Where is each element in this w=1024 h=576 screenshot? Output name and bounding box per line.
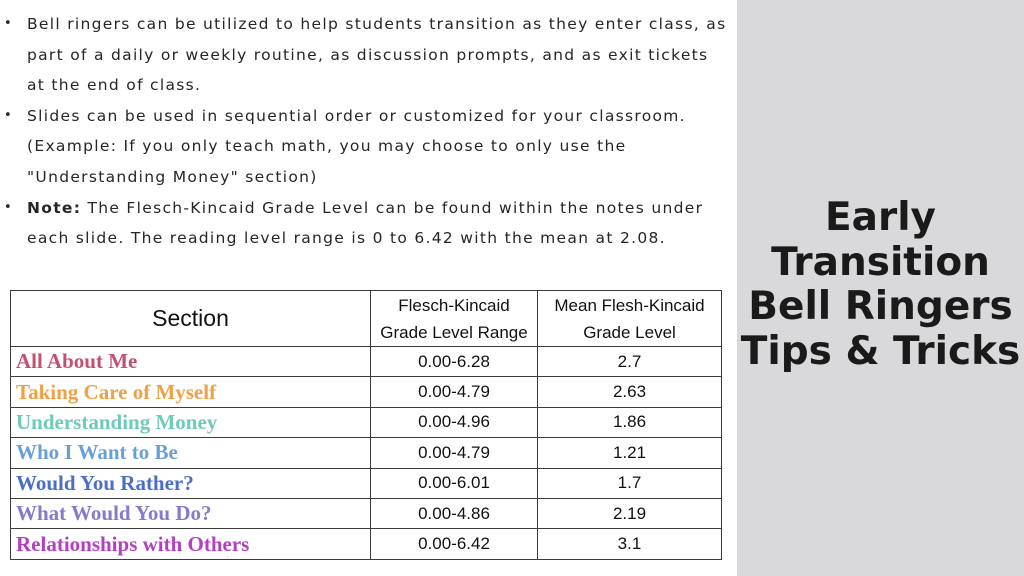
title-line: Bell Ringers [748, 284, 1013, 329]
bullet-item [0, 193, 730, 254]
section-cell: What Would You Do? [11, 498, 371, 528]
title-line: Tips & Tricks [740, 328, 1021, 374]
grade-level-table-container [10, 290, 721, 560]
table-header-row [11, 291, 722, 347]
grade-level-table [10, 290, 722, 560]
range-cell: 0.00-6.01 [371, 468, 538, 498]
bullet-item [0, 101, 730, 193]
bullet-dot-icon: • [4, 199, 13, 215]
range-cell: 0.00-4.79 [371, 438, 538, 468]
range-cell: 0.00-4.86 [371, 498, 538, 528]
bullet-text: Slides can be used in sequential order or customized for your classroom. (Example: If you only teach math, you may choose to only use the "Understanding Money" section) [27, 106, 686, 186]
slide-title [737, 196, 1024, 374]
section-cell: Would You Rather? [11, 468, 371, 498]
mean-cell: 2.19 [538, 498, 722, 528]
mean-cell: 1.7 [538, 468, 722, 498]
section-cell: Who I Want to Be [11, 438, 371, 468]
table-row [11, 438, 722, 468]
section-cell: All About Me [11, 347, 371, 377]
section-cell: Relationships with Others [11, 529, 371, 559]
table-body [11, 347, 722, 560]
mean-header-line2: Grade Level [583, 322, 676, 342]
range-cell: 0.00-4.79 [371, 377, 538, 407]
range-cell: 0.00-4.96 [371, 407, 538, 437]
section-header: Section [11, 291, 371, 347]
mean-header [538, 291, 722, 347]
range-header-line2: Grade Level Range [380, 322, 528, 342]
section-cell: Taking Care of Myself [11, 377, 371, 407]
table-row [11, 347, 722, 377]
bullet-item [0, 9, 730, 101]
bullet-dot-icon: • [4, 16, 13, 31]
range-header-line1: Flesch-Kincaid [398, 295, 510, 315]
range-cell: 0.00-6.28 [371, 347, 538, 377]
section-cell: Understanding Money [11, 407, 371, 437]
range-cell: 0.00-6.42 [371, 529, 538, 559]
mean-cell: 1.86 [538, 407, 722, 437]
table-row [11, 529, 722, 559]
bullet-text: Bell ringers can be utilized to help students transition as they enter class, as part of a daily or weekly routine, as discussion prompts, and as exit tickets at the end of class. [27, 15, 727, 95]
title-line: Transition [771, 239, 990, 285]
mean-cell: 2.7 [538, 347, 722, 377]
bullet-list [0, 9, 730, 254]
mean-cell: 2.63 [538, 377, 722, 407]
bullet-text: The Flesch-Kincaid Grade Level can be found within the notes under each slide. The reading level range is 0 to 6.42 with the mean at 2.08. [27, 198, 704, 248]
mean-cell: 1.21 [538, 438, 722, 468]
table-row [11, 407, 722, 437]
bullet-strong: Note: [27, 198, 82, 217]
mean-header-line1: Mean Flesh-Kincaid [554, 295, 705, 315]
range-header [371, 291, 538, 347]
table-row [11, 468, 722, 498]
title-line: Early [825, 195, 936, 240]
mean-cell: 3.1 [538, 529, 722, 559]
table-row [11, 498, 722, 528]
bullet-dot-icon: • [4, 107, 13, 123]
table-row [11, 377, 722, 407]
